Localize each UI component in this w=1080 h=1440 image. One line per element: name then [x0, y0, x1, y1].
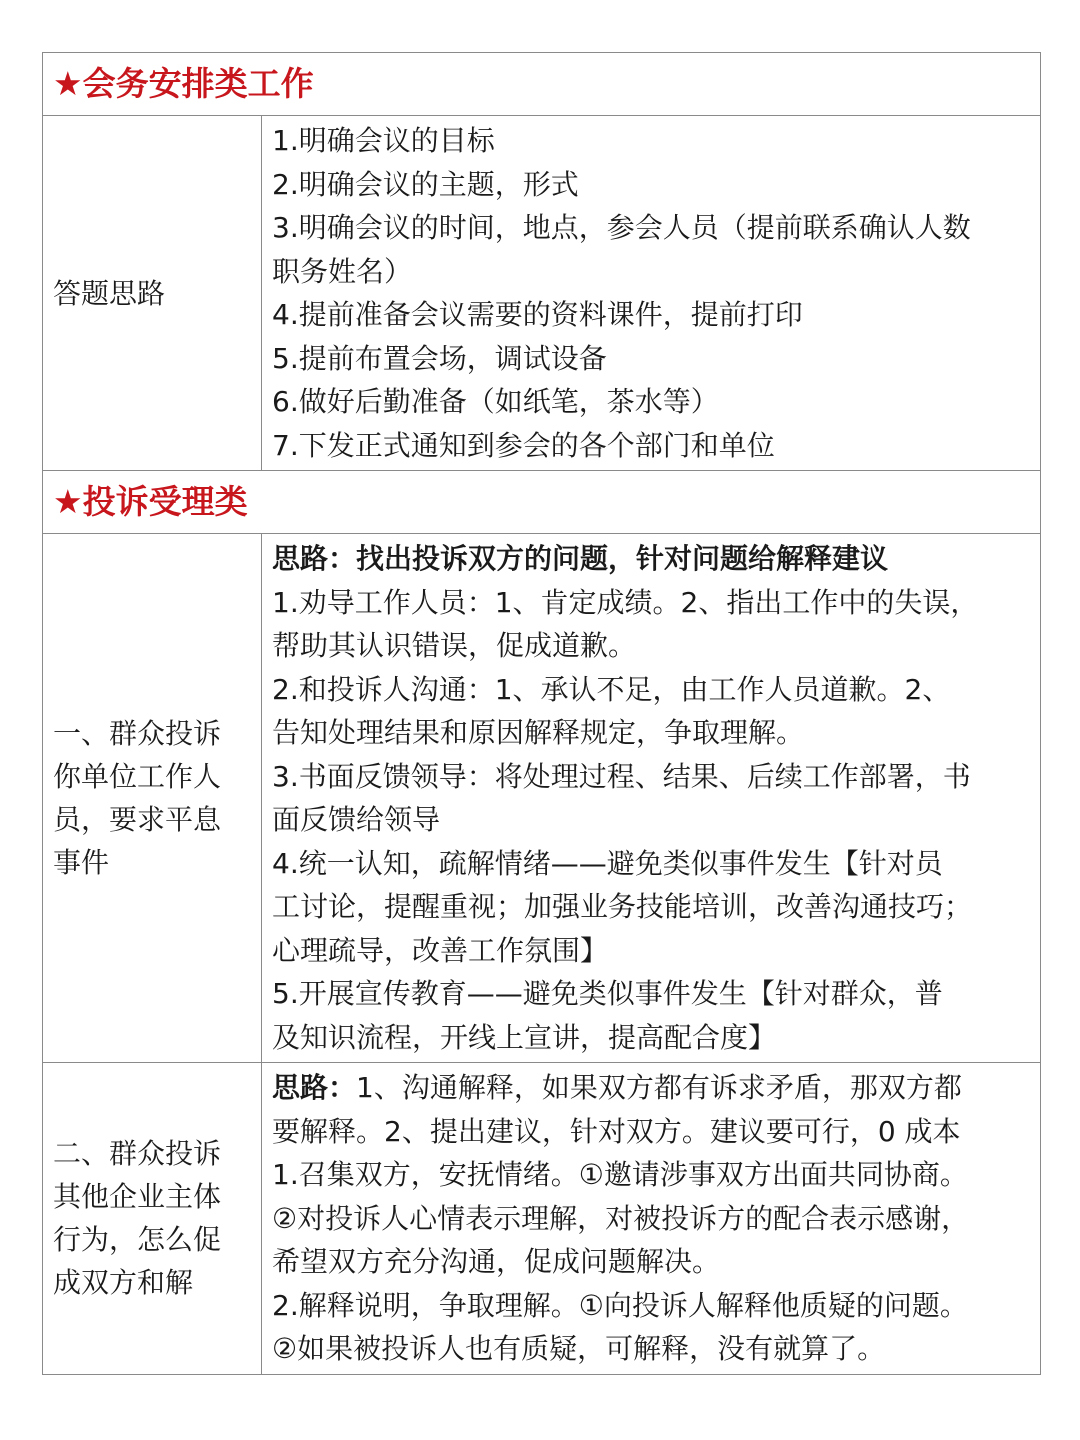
content-line: 2.明确会议的主题，形式: [272, 167, 579, 201]
row-label-line: 其他企业主体: [53, 1180, 222, 1214]
content-line: 5.提前布置会场，调试设备: [272, 341, 607, 375]
content-line: 7.下发正式通知到参会的各个部门和单位: [272, 428, 775, 462]
content-line: 告知处理结果和原因解释规定，争取理解。: [272, 716, 805, 749]
row-label-line: 员，要求平息: [53, 803, 222, 836]
content-line: 心理疏导，改善工作氛围】: [272, 933, 609, 967]
content-line: 1.召集双方，安抚情绪。①邀请涉事双方出面共同协商。: [272, 1158, 968, 1191]
row-label-line: 二、群众投诉: [53, 1137, 222, 1171]
approach-heading: 思路：: [272, 1071, 357, 1104]
row-label-line: 答题思路: [53, 276, 166, 310]
table-row: [43, 534, 1041, 1063]
row-content: [262, 1063, 1041, 1375]
row-label: [43, 116, 262, 471]
content-line: 希望双方充分沟通，促成问题解决。: [272, 1245, 721, 1278]
section-header-row: [43, 53, 1041, 116]
table-row: [43, 1063, 1041, 1375]
content-line: 1.明确会议的目标: [272, 124, 495, 157]
content-line: 4.提前准备会议需要的资料课件，提前打印: [272, 298, 803, 331]
content-line: 6.做好后勤准备（如纸笔，茶水等）: [272, 385, 719, 418]
content-line: 职务姓名）: [272, 254, 413, 288]
content-line: 工讨论，提醒重视；加强业务技能培训，改善沟通技巧；: [272, 890, 973, 923]
row-label: [43, 534, 262, 1063]
content-line: 帮助其认识错误，促成道歉。: [272, 629, 637, 662]
section-title-complaint: ★投诉受理类: [43, 471, 1041, 534]
row-label-line: 你单位工作人: [53, 760, 222, 793]
content-line: 2.和投诉人沟通：1、承认不足，由工作人员道歉。2、: [272, 672, 951, 706]
content-line: 要解释。2、提出建议，针对双方。建议要可行，0 成本: [272, 1114, 961, 1148]
content-line: ②对投诉人心情表示理解，对被投诉方的配合表示感谢，: [272, 1201, 970, 1235]
content-line: 2.解释说明，争取理解。①向投诉人解释他质疑的问题。: [272, 1288, 968, 1322]
content-line: 3.书面反馈领导：将处理过程、结果、后续工作部署，书: [272, 759, 971, 793]
content-line: 及知识流程，开线上宣讲，提高配合度】: [272, 1020, 777, 1054]
content-line: 3.明确会议的时间，地点，参会人员（提前联系确认人数: [272, 211, 971, 244]
document-table: [42, 52, 1041, 1375]
row-label-line: 行为，怎么促: [53, 1223, 222, 1257]
approach-text: 1、沟通解释，如果双方都有诉求矛盾，那双方都: [356, 1071, 962, 1104]
table-row: [43, 116, 1041, 471]
content-line: ②如果被投诉人也有质疑，可解释，没有就算了。: [272, 1332, 886, 1365]
content-line: 5.开展宣传教育——避免类似事件发生【针对群众，普: [272, 977, 943, 1010]
row-label-line: 成双方和解: [53, 1266, 194, 1300]
content-line: 面反馈给领导: [272, 803, 441, 836]
row-label: [43, 1063, 262, 1375]
approach-heading: 思路：找出投诉双方的问题，针对问题给解释建议: [272, 542, 889, 575]
content-line: 1.劝导工作人员：1、肯定成绩。2、指出工作中的失误，: [272, 585, 979, 619]
row-content: [262, 116, 1041, 471]
row-label-line: 事件: [53, 846, 110, 879]
section-title-meeting: ★会务安排类工作: [43, 53, 1041, 116]
content-line: 4.统一认知，疏解情绪——避免类似事件发生【针对员: [272, 846, 943, 880]
row-label-line: 一、群众投诉: [53, 717, 222, 750]
row-content: [262, 534, 1041, 1063]
section-header-row: [43, 471, 1041, 534]
approach-line: [272, 1066, 1032, 1110]
